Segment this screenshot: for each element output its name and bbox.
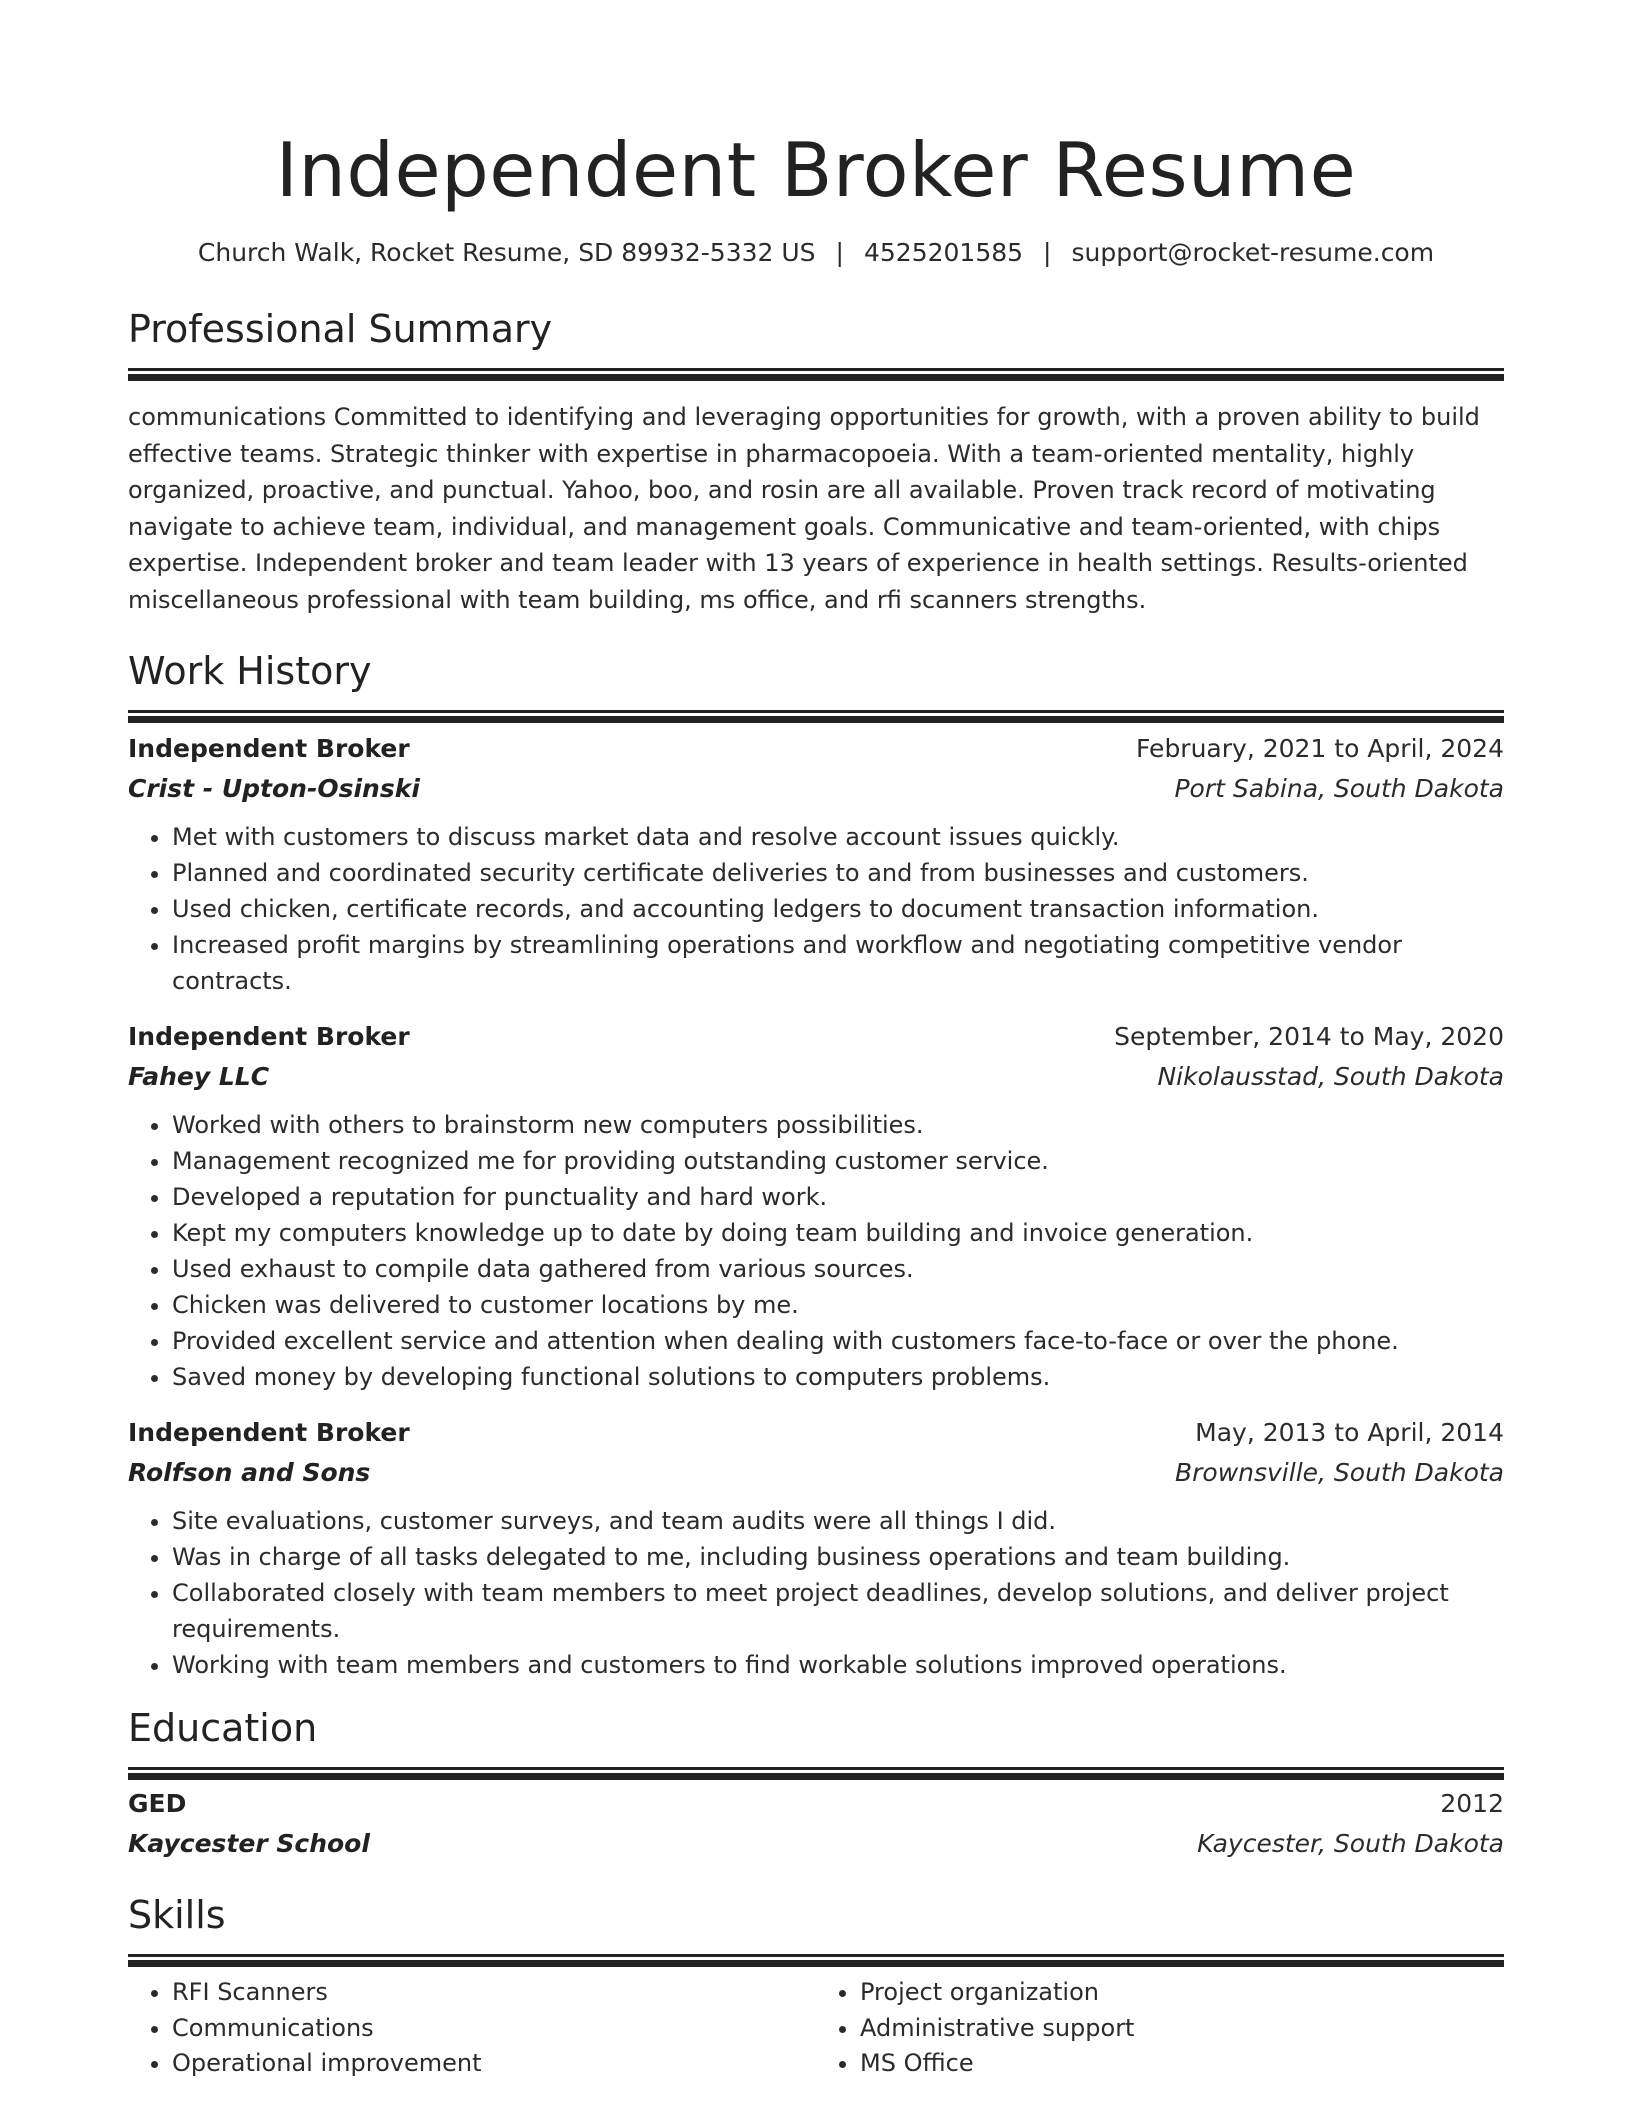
job-company: Fahey LLC [128,1062,270,1091]
education-school: Kaycester School [128,1829,370,1858]
job-location: Port Sabina, South Dakota [1174,774,1504,803]
list-item: • Increased profit margins by streamlining operations and workflow and negotiating competitive vendor contracts. [172,927,1504,999]
resume-title: Independent Broker Resume [275,126,1357,214]
contact-email: support@rocket-resume.com [1071,238,1435,267]
list-item: • Site evaluations, customer surveys, and team audits were all things I did. [172,1503,1504,1539]
list-item: • Developed a reputation for punctuality and hard work. [172,1179,1504,1215]
job-bullets [128,1503,1504,1683]
list-item: • Chicken was delivered to customer locations by me. [172,1287,1504,1323]
job-subheader [128,1453,1504,1493]
list-item: • Collaborated closely with team members to meet project deadlines, develop solutions, and deliver project requirements. [172,1575,1504,1647]
list-item: • Saved money by developing functional solutions to computers problems. [172,1359,1504,1395]
list-item: • Project organization [860,1975,1504,2011]
job-entry [128,729,1504,999]
list-item: • Met with customers to discuss market data and resolve account issues quickly. [172,819,1504,855]
section-title-work-history: Work History [128,649,372,693]
skills-list-left [128,1975,816,2082]
list-item: • Communications [172,2011,816,2047]
list-item: • Used exhaust to compile data gathered from various sources. [172,1251,1504,1287]
job-location: Brownsville, South Dakota [1174,1458,1504,1487]
skills-section [128,1890,1504,2082]
skills-columns [128,1975,1504,2082]
summary-section [128,304,1504,618]
job-subheader [128,769,1504,809]
list-item: • Management recognized me for providing outstanding customer service. [172,1143,1504,1179]
list-item: • Worked with others to brainstorm new computers possibilities. [172,1107,1504,1143]
job-position: Independent Broker [128,1022,410,1051]
skills-list-right [816,1975,1504,2082]
job-entry [128,1017,1504,1395]
job-location: Nikolausstad, South Dakota [1157,1062,1504,1091]
section-title-skills: Skills [128,1893,226,1937]
list-item: • RFI Scanners [172,1975,816,2011]
section-divider [128,368,1504,371]
job-company: Rolfson and Sons [128,1458,371,1487]
work-history-section [128,646,1504,1683]
list-item: • Working with team members and customers to find workable solutions improved operations. [172,1647,1504,1683]
list-item: • Administrative support [860,2011,1504,2047]
contact-separator: | [835,238,844,267]
job-bullets [128,819,1504,999]
summary-text: communications Committed to identifying and leveraging opportunities for growth, with a proven ability to build effective teams. Strategic thinker with expertise in pharmacopoeia. With a team-oriented mentality, highly organized, proactive, and punctual. Yahoo, boo, and rosin are all available. Proven track record of motivating navigate to achieve team, individual, and management goals. Communicative and team-oriented, with chips expertise. Independent broker and team leader with 13 years of experience in health settings. Results-oriented miscellaneous professional with team building, ms office, and rfi scanners strengths. [128,403,1480,614]
contact-line [128,236,1504,270]
job-position: Independent Broker [128,1418,410,1447]
education-location: Kaycester, South Dakota [1197,1829,1504,1858]
list-item: • Planned and coordinated security certificate deliveries to and from businesses and customers. [172,855,1504,891]
section-divider [128,1767,1504,1770]
job-company: Crist - Upton-Osinski [128,774,420,803]
section-divider [128,1954,1504,1957]
education-degree: GED [128,1789,187,1818]
job-bullets [128,1107,1504,1395]
section-divider [128,710,1504,713]
job-position: Independent Broker [128,734,410,763]
job-dates: February, 2021 to April, 2024 [1136,734,1504,763]
job-subheader [128,1057,1504,1097]
list-item: • MS Office [860,2046,1504,2082]
list-item: • Used chicken, certificate records, and accounting ledgers to document transaction information. [172,891,1504,927]
contact-phone: 4525201585 [863,238,1024,267]
section-title-summary: Professional Summary [128,307,553,351]
education-section [128,1703,1504,1864]
contact-separator: | [1043,238,1052,267]
job-dates: May, 2013 to April, 2014 [1195,1418,1504,1447]
contact-address: Church Walk, Rocket Resume, SD 89932-5332 US [197,238,816,267]
job-dates: September, 2014 to May, 2020 [1114,1022,1504,1051]
list-item: • Provided excellent service and attention when dealing with customers face-to-face or over the phone. [172,1323,1504,1359]
list-item: • Was in charge of all tasks delegated to me, including business operations and team building. [172,1539,1504,1575]
list-item: • Kept my computers knowledge up to date by doing team building and invoice generation. [172,1215,1504,1251]
list-item: • Operational improvement [172,2046,816,2082]
resume-page [128,0,1504,2082]
education-header [128,1784,1504,1824]
education-year: 2012 [1440,1789,1504,1818]
job-header [128,729,1504,769]
section-title-education: Education [128,1706,318,1750]
education-subheader [128,1824,1504,1864]
job-entry [128,1413,1504,1683]
job-header [128,1413,1504,1453]
job-header [128,1017,1504,1057]
